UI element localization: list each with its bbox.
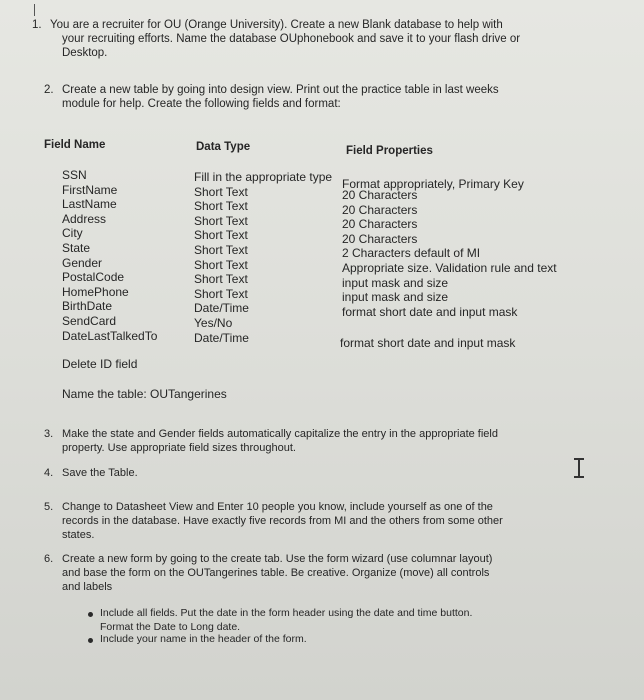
item-6-number: 6. (44, 553, 54, 565)
item-2-line-2: module for help. Create the following fields and format: (62, 98, 341, 110)
item-1-line-3: Desktop. (62, 47, 108, 59)
item-6-line-2: and base the form on the OUTangerines table. Be creative. Organize (move) all controls (62, 567, 490, 579)
data-type-cell: Short Text (194, 228, 248, 243)
item-2-number: 2. (44, 84, 54, 96)
field-property-cell: Appropriate size. Validation rule and text (342, 260, 557, 275)
bullet-1-line-2: Format the Date to Long date. (100, 621, 241, 633)
field-name-cell: PostalCode (62, 270, 125, 285)
field-property-cell: input mask and size (342, 275, 449, 290)
data-type-cell: Short Text (194, 242, 248, 257)
delete-id-instruction: Delete ID field (62, 357, 138, 371)
data-type-cell: Short Text (194, 257, 248, 272)
field-name-cell: SSN (62, 168, 87, 182)
item-5-line-2: records in the database. Have exactly five records from MI and the others from some other (62, 515, 503, 527)
header-field-properties: Field Properties (346, 145, 433, 157)
item-5-line-3: states. (62, 529, 95, 541)
field-name-cell: LastName (62, 197, 117, 212)
bullet-2-line-1: Include your name in the header of the form. (100, 633, 307, 645)
header-field-name: Field Name (44, 139, 106, 151)
field-properties-column (342, 188, 557, 319)
item-2-line-1: Create a new table by going into design view. Print out the practice table in last weeks (62, 84, 499, 96)
data-type-cell: Short Text (194, 199, 248, 214)
header-data-type: Data Type (196, 141, 251, 153)
bullet-icon (88, 638, 93, 643)
field-property-cell: Format appropriately, Primary Key (342, 177, 524, 191)
field-names-column (62, 168, 157, 343)
item-6-line-3: and labels (62, 581, 113, 593)
text-cursor-mark (34, 4, 35, 16)
item-5-line-1: Change to Datasheet View and Enter 10 people you know, include yourself as one of the (62, 501, 493, 513)
item-6-line-1: Create a new form by going to the create tab. Use the form wizard (use columnar layout) (62, 553, 493, 565)
data-type-cell: Yes/No (194, 315, 233, 330)
item-1-line-1: You are a recruiter for OU (Orange University). Create a new Blank database to help with (50, 19, 503, 31)
field-property-cell: format short date and input mask (342, 304, 518, 319)
field-name-cell: Address (62, 211, 107, 226)
item-4-line-1: Save the Table. (62, 467, 138, 479)
name-table-instruction: Name the table: OUTangerines (62, 387, 227, 401)
i-beam-cursor-icon (573, 458, 585, 478)
field-property-cell: 20 Characters (342, 188, 418, 202)
bullet-1-line-1: Include all fields. Put the date in the form header using the date and time button. (100, 607, 473, 619)
data-type-cell: Short Text (194, 213, 248, 228)
item-1-line-2: your recruiting efforts. Name the database OUphonebook and save it to your flash drive or (62, 33, 521, 45)
field-property-cell: input mask and size (342, 290, 449, 305)
field-name-cell: City (62, 226, 83, 241)
field-name-cell: Gender (62, 255, 103, 270)
field-name-cell: FirstName (62, 182, 118, 197)
data-types-column (194, 170, 332, 345)
bullet-icon (88, 612, 93, 617)
field-name-cell: BirthDate (62, 299, 113, 314)
item-4-number: 4. (44, 467, 54, 479)
field-property-cell: 20 Characters (342, 231, 418, 246)
item-5-number: 5. (44, 501, 54, 513)
data-type-cell: Short Text (194, 286, 248, 301)
item-3-line-2: property. Use appropriate field sizes throughout. (62, 442, 296, 454)
data-type-cell: Fill in the appropriate type (194, 170, 333, 184)
field-property-cell: 2 Characters default of MI (342, 246, 481, 261)
data-type-cell: Date/Time (194, 330, 249, 345)
data-type-cell: Short Text (194, 272, 248, 287)
field-property-cell: 20 Characters (342, 202, 418, 217)
data-type-cell: Short Text (194, 184, 248, 199)
field-name-cell: DateLastTalkedTo (62, 328, 158, 343)
field-property-cell: 20 Characters (342, 217, 418, 232)
field-name-cell: State (62, 240, 91, 255)
field-property-cell: format short date and input mask (340, 336, 516, 350)
item-3-number: 3. (44, 428, 54, 440)
field-name-cell: SendCard (62, 313, 117, 328)
field-name-cell: HomePhone (62, 284, 129, 299)
item-1-number: 1. (32, 19, 42, 31)
data-type-cell: Date/Time (194, 301, 249, 316)
item-3-line-1: Make the state and Gender fields automatically capitalize the entry in the appropriate field (62, 428, 498, 440)
